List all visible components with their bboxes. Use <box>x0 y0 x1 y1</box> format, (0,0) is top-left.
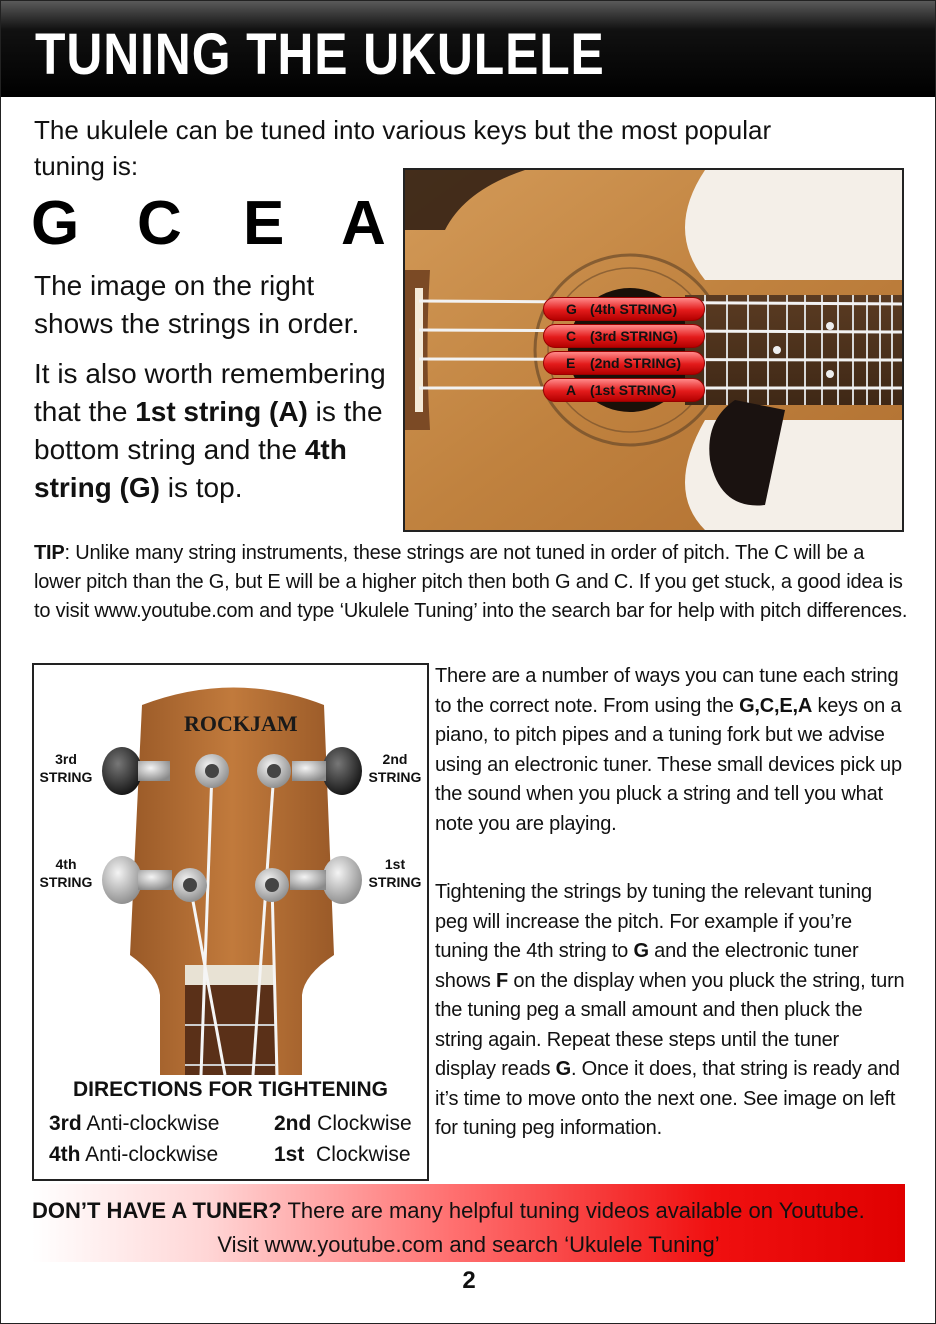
string-label-e <box>543 351 705 375</box>
direction-2nd <box>274 1109 412 1139</box>
tightening-part-3: on the display when you pluck the string, turn the tuning peg a small amount and then pluck the string again. Repeat these steps until the tuner display reads <box>435 969 905 1080</box>
string-name-1st: (1st STRING) <box>590 382 677 398</box>
string-note-g: G <box>566 301 577 317</box>
direction-1st-string: 1st <box>274 1143 305 1166</box>
header-bar <box>1 1 936 97</box>
tip-label: TIP <box>34 542 65 564</box>
ways-part-2: keys on a piano, to pitch pipes and a tuning fork but we advise using an electronic tuner. These small devices pick up the sound when you pluck a string and tell you what note you are playing. <box>435 694 902 835</box>
banner-heading: DON’T HAVE A TUNER? <box>32 1198 282 1223</box>
string-name-4th: (4th STRING) <box>590 301 678 317</box>
direction-3rd-string: 3rd <box>49 1112 82 1135</box>
page-number: 2 <box>462 1267 476 1294</box>
ways-part-1: There are a number of ways you can tune each string to the correct note. From using the <box>435 665 899 717</box>
tuning-notes <box>31 189 386 259</box>
intro-text: The ukulele can be tuned into various keys but the most popular tuning is: <box>34 115 772 181</box>
direction-4th <box>49 1140 218 1170</box>
tuning-note-a: A <box>341 189 386 258</box>
banner-text: There are many helpful tuning videos available on Youtube. <box>281 1198 865 1223</box>
direction-1st <box>274 1140 411 1170</box>
tightening-bold-f: F <box>496 969 509 992</box>
peg-label-3rd-ordinal: 3rd <box>55 751 77 767</box>
strings-order-text: The image on the right shows the strings in order. <box>34 270 360 339</box>
direction-1st-value: Clockwise <box>304 1143 411 1166</box>
no-tuner-banner <box>32 1184 905 1262</box>
ukulele-strings-image <box>403 168 904 532</box>
tuning-note-c: C <box>137 189 182 258</box>
tightening-part-4: . Once it does, that string is ready and it’s time to move onto the next one. See image on left for tuning peg information. <box>435 1058 900 1139</box>
tuning-ways-text <box>435 662 905 839</box>
string-note-a: A <box>566 382 577 398</box>
peg-label-3rd <box>36 750 96 786</box>
direction-2nd-string: 2nd <box>274 1112 312 1135</box>
remember-part-3: is top. <box>160 472 243 503</box>
peg-label-4th <box>36 855 96 891</box>
peg-label-2nd-string: STRING <box>368 769 422 785</box>
string-name-2nd: (2nd STRING) <box>590 355 681 371</box>
direction-4th-string: 4th <box>49 1143 81 1166</box>
directions-title: DIRECTIONS FOR TIGHTENING <box>73 1078 388 1101</box>
peg-label-4th-string: STRING <box>39 874 93 890</box>
string-label-a <box>543 378 705 402</box>
string-note-e: E <box>566 355 576 371</box>
tip-text <box>34 539 909 626</box>
tightening-part-2: and the electronic tuner shows <box>435 940 859 992</box>
remember-bold-1st-string: 1st string (A) <box>135 396 308 427</box>
direction-3rd <box>49 1109 219 1139</box>
tightening-bold-g-2: G <box>555 1058 571 1080</box>
remember-bold-4th-string: 4th string (G) <box>34 434 347 503</box>
string-label-c <box>543 324 705 348</box>
string-label-g <box>543 297 705 321</box>
remember-part-2: is the bottom string and the <box>34 396 383 465</box>
ukulele-body-illustration <box>405 170 902 530</box>
remember-part-1: It is also worth remembering that the <box>34 358 386 427</box>
tightening-bold-g: G <box>633 940 649 962</box>
peg-label-1st-ordinal: 1st <box>384 856 406 872</box>
peg-label-1st <box>365 855 425 891</box>
brand-logo-text: ROCKJAM <box>184 711 298 736</box>
tightening-text <box>435 878 905 1144</box>
remember-text <box>34 355 399 507</box>
string-name-3rd: (3rd STRING) <box>590 328 678 344</box>
peg-label-4th-ordinal: 4th <box>55 856 77 872</box>
banner-line-1 <box>32 1196 905 1226</box>
page-title: TUNING THE UKULELE <box>35 22 605 87</box>
tuning-note-g: G <box>31 189 80 258</box>
string-note-c: C <box>566 328 577 344</box>
peg-label-2nd <box>365 750 425 786</box>
headstock-image-box <box>32 663 429 1181</box>
peg-label-1st-string: STRING <box>368 874 422 890</box>
direction-3rd-value: Anti-clockwise <box>81 1112 220 1135</box>
ways-bold-gcea: G,C,E,A <box>739 694 813 717</box>
peg-label-2nd-ordinal: 2nd <box>382 751 408 767</box>
tip-body: : Unlike many string instruments, these strings are not tuned in order of pitch. The C will be a lower pitch than the G, but E will be a higher pitch then both G and C. If you get stuck, a good idea is to visit www.youtube.com and type ‘Ukulele Tuning’ into the search bar for help with pitch differences. <box>34 542 908 622</box>
banner-line-2: Visit www.youtube.com and search ‘Ukulele Tuning’ <box>217 1232 720 1257</box>
peg-label-3rd-string: STRING <box>39 769 93 785</box>
tuning-note-e: E <box>243 189 285 258</box>
direction-4th-value: Anti-clockwise <box>80 1143 219 1166</box>
tightening-part-1: Tightening the strings by tuning the relevant tuning peg will increase the pitch. For example if you’re tuning the 4th string to <box>435 881 872 962</box>
direction-2nd-value: Clockwise <box>311 1112 412 1135</box>
